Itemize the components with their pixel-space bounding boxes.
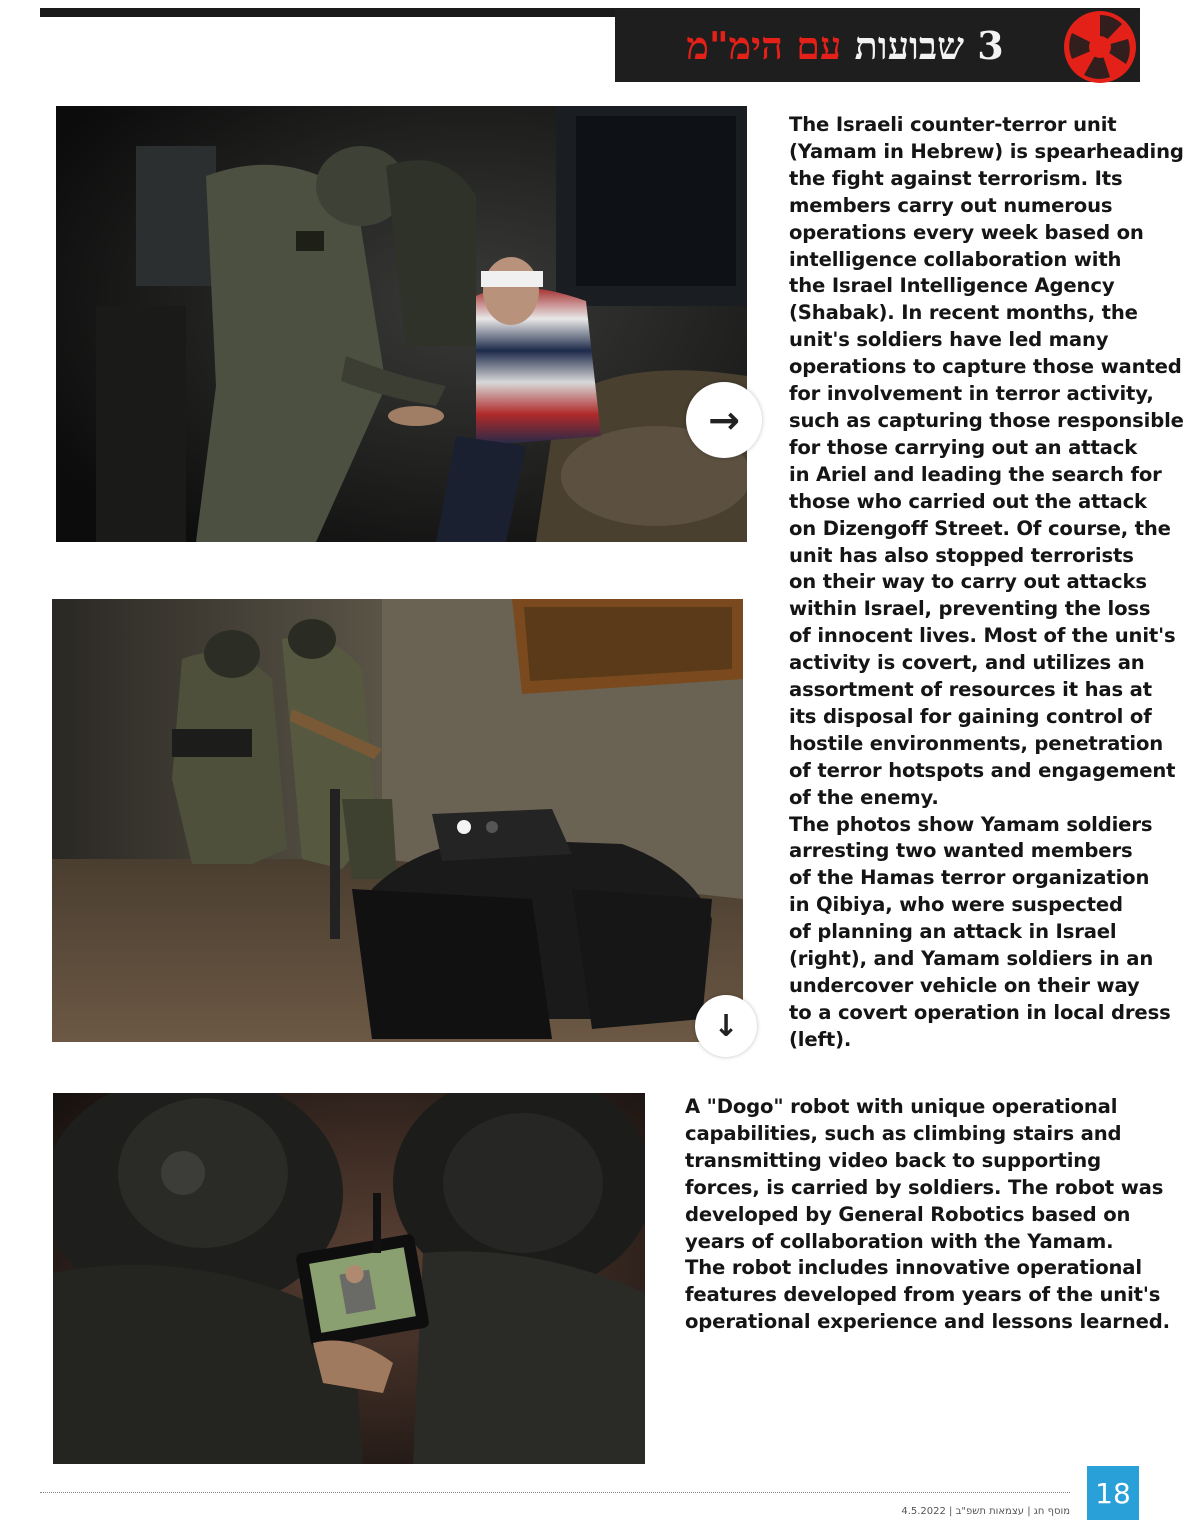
- article-line: members carry out numerous: [789, 193, 1113, 217]
- article-line: of the Hamas terror organization: [789, 866, 1150, 890]
- article-line: in Ariel and leading the search for: [789, 462, 1162, 486]
- article-line: (left).: [789, 1027, 852, 1051]
- article-line: of planning an attack in Israel: [789, 920, 1117, 944]
- article-line: arresting two wanted members: [789, 839, 1133, 863]
- article-line: (right), and Yamam soldiers in an: [789, 947, 1154, 971]
- caption-line: features developed from years of the unit's: [685, 1283, 1161, 1307]
- title-word-1: שבועות: [854, 22, 965, 68]
- article-line: such as capturing those responsible: [789, 408, 1184, 432]
- photo-robot-controller: [53, 1093, 645, 1464]
- caption-line: operational experience and lessons learned.: [685, 1310, 1170, 1334]
- section-title: [615, 9, 1075, 82]
- article-line: of innocent lives. Most of the unit's: [789, 624, 1176, 648]
- article-line: of the enemy.: [789, 785, 939, 809]
- article-line: on Dizengoff Street. Of course, the: [789, 516, 1171, 540]
- article-line: for those carrying out an attack: [789, 435, 1138, 459]
- article-line: (Shabak). In recent months, the: [789, 301, 1138, 325]
- article-line: (Yamam in Hebrew) is spearheading: [789, 139, 1184, 163]
- caption-line: forces, is carried by soldiers. The robot was: [685, 1175, 1164, 1199]
- photo-robot-basement: [52, 599, 743, 1042]
- caption-line: capabilities, such as climbing stairs and: [685, 1121, 1122, 1145]
- title-word-2: עם הימ"מ: [686, 22, 842, 68]
- photo-caption: [685, 1094, 1190, 1336]
- caption-line: years of collaboration with the Yamam.: [685, 1229, 1114, 1253]
- footer-dotted-rule: [40, 1492, 1070, 1493]
- caption-line: A "Dogo" robot with unique operational: [685, 1095, 1118, 1118]
- article-line: of terror hotspots and engagement: [789, 758, 1176, 782]
- article-line: undercover vehicle on their way: [789, 974, 1140, 997]
- down-arrow-button[interactable]: [695, 995, 757, 1057]
- article-line: the Israel Intelligence Agency: [789, 274, 1115, 298]
- arrow-right-icon: →: [708, 398, 740, 442]
- article-line: operations to capture those wanted: [789, 355, 1182, 379]
- caption-line: developed by General Robotics based on: [685, 1202, 1131, 1226]
- camera-shutter-icon: [1062, 9, 1138, 85]
- next-arrow-button[interactable]: [686, 382, 762, 458]
- arrow-down-icon: ↓: [713, 1008, 739, 1044]
- article-line: unit has also stopped terrorists: [789, 543, 1134, 567]
- section-header: [615, 9, 1140, 82]
- article-line: to a covert operation in local dress: [789, 1000, 1171, 1024]
- article-line: in Qibiya, who were suspected: [789, 893, 1123, 917]
- caption-line: The robot includes innovative operational: [685, 1256, 1142, 1280]
- article-line: within Israel, preventing the loss: [789, 597, 1151, 621]
- article-line: its disposal for gaining control of: [789, 704, 1152, 728]
- article-line: for involvement in terror activity,: [789, 382, 1154, 406]
- article-line: unit's soldiers have led many: [789, 328, 1109, 352]
- article-line: intelligence collaboration with: [789, 247, 1122, 271]
- article-line: on their way to carry out attacks: [789, 570, 1147, 594]
- article-line: activity is covert, and utilizes an: [789, 651, 1145, 675]
- title-number: 3: [977, 23, 1004, 68]
- page-number-badge: 18: [1087, 1466, 1139, 1520]
- article-line: hostile environments, penetration: [789, 731, 1164, 755]
- article-line: The photos show Yamam soldiers: [789, 812, 1153, 836]
- article-line: The Israeli counter-terror unit: [789, 113, 1117, 136]
- article-line: the fight against terrorism. Its: [789, 166, 1123, 190]
- article-line: operations every week based on: [789, 220, 1144, 244]
- footer-publication-info: מוסף חג | עצמאות תשפ"ב | 4.5.2022: [901, 1506, 1070, 1517]
- photo-arrest-scene: [56, 106, 747, 542]
- article-body: [789, 112, 1184, 1054]
- article-line: assortment of resources it has at: [789, 678, 1152, 702]
- article-line: those who carried out the attack: [789, 489, 1147, 513]
- caption-line: transmitting video back to supporting: [685, 1148, 1101, 1172]
